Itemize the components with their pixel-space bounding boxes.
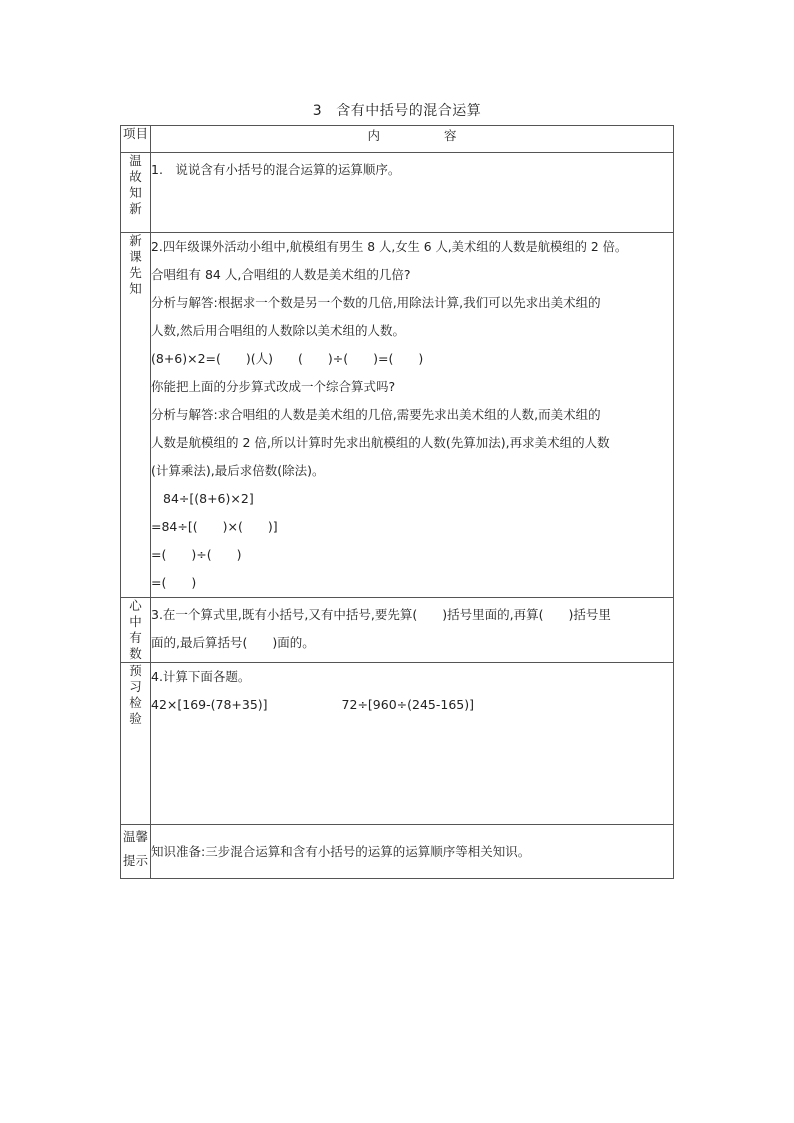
problem-a: 42×[169-(78+35)] [151, 697, 268, 712]
combined-equation-step: =( ) [151, 575, 197, 590]
page-title [0, 101, 794, 121]
question-2-line: 合唱组有 84 人,合唱组的人数是美术组的几倍? [151, 267, 411, 282]
title-number: 3 [312, 103, 323, 119]
section-new-lesson [121, 233, 674, 598]
question-4: 4.计算下面各题。 [151, 669, 251, 684]
analysis-line: 分析与解答:求合唱组的人数是美术组的几倍,需要先求出美术组的人数,而美术组的 [151, 407, 601, 422]
section-content [151, 663, 674, 825]
section-review [121, 153, 674, 233]
worksheet-table [120, 125, 674, 879]
header-content: 内 容 [151, 126, 674, 153]
combined-equation: 84÷[(8+6)×2] [163, 491, 254, 506]
analysis-line: (计算乘法),最后求倍数(除法)。 [151, 463, 325, 478]
combined-equation-step: =( )÷( ) [151, 547, 242, 562]
header-row [121, 126, 674, 153]
header-item: 项目 [121, 126, 151, 153]
prompt-line: 你能把上面的分步算式改成一个综合算式吗? [151, 379, 396, 394]
problems-row [151, 691, 673, 719]
section-preview-check [121, 663, 674, 825]
tip-text: 知识准备:三步混合运算和含有小括号的运算的运算顺序等相关知识。 [151, 843, 531, 859]
section-tip [121, 825, 674, 879]
question-2-line: 2.四年级课外活动小组中,航模组有男生 8 人,女生 6 人,美术组的人数是航模组的 2 倍。 [151, 240, 628, 254]
section-content [151, 825, 674, 879]
section-content [151, 153, 674, 233]
analysis-line: 人数,然后用合唱组的人数除以美术组的人数。 [151, 323, 405, 338]
analysis-line: 人数是航模组的 2 倍,所以计算时先求出航模组的人数(先算加法),再求美术组的人数 [151, 435, 610, 450]
combined-equation-step: =84÷[( )×( )] [151, 519, 278, 534]
section-label: 心 中 有 数 [121, 598, 151, 663]
section-summary [121, 598, 674, 663]
title-text: 含有中括号的混合运算 [336, 103, 482, 119]
problem-b: 72÷[960÷(245-165)] [341, 697, 474, 712]
section-label: 温馨 提示 [121, 825, 151, 879]
question-3-line: 3.在一个算式里,既有小括号,又有中括号,要先算( )括号里面的,再算( )括号里 [151, 607, 611, 622]
section-label: 新 课 先 知 [121, 233, 151, 598]
section-content [151, 233, 674, 598]
question-3-line: 面的,最后算括号( )面的。 [151, 635, 315, 650]
step-equation: (8+6)×2=( )(人) ( )÷( )=( ) [151, 351, 424, 366]
analysis-line: 分析与解答:根据求一个数是另一个数的几倍,用除法计算,我们可以先求出美术组的 [151, 295, 601, 310]
section-label: 预 习 检 验 [121, 663, 151, 825]
section-label: 温 故 知 新 [121, 153, 151, 233]
question-1: 1. 说说含有小括号的混合运算的运算顺序。 [151, 162, 401, 177]
section-content [151, 598, 674, 663]
